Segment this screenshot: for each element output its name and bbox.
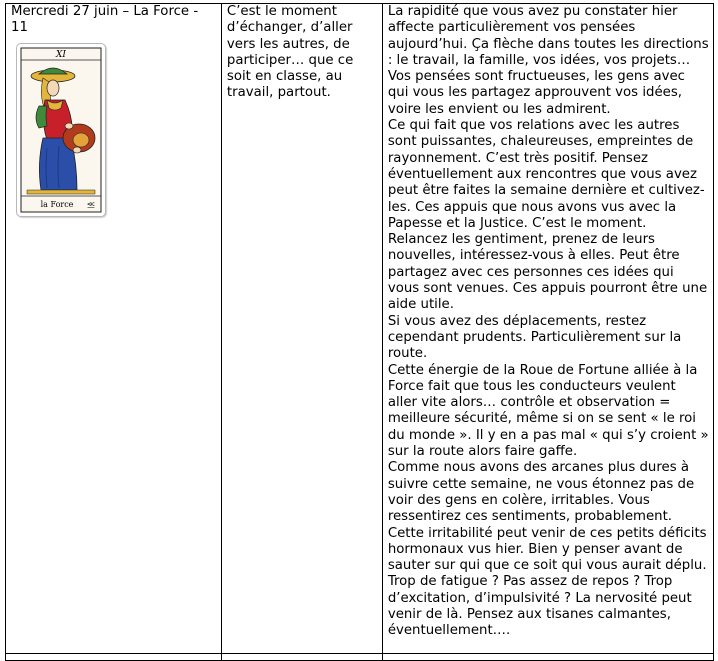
detail-paragraph: La rapidité que vous avez pu constater hier affecte particulièrement vos pensées aujourd’hui. Ça flèche dans toutes les directions : le travail, la famille, vos idées, vos projets… xyxy=(387,4,709,68)
table-row-next xyxy=(6,654,714,661)
table-row xyxy=(6,4,714,654)
tarot-card-strength xyxy=(16,43,106,217)
next-date-cell xyxy=(6,654,222,661)
summary-text: C’est le moment d’échanger, d’aller vers les autres, de participer… que ce soit en classe, au travail, partout. xyxy=(226,4,354,101)
date-label: Mercredi 27 juin – La Force - 11 xyxy=(11,4,199,36)
detail-cell xyxy=(382,4,713,654)
card-corner-mark: ⪣ xyxy=(87,199,95,209)
tarot-card-illustration xyxy=(17,44,105,216)
detail-paragraph: Cette irritabilité peut venir de ces petits déficits hormonaux vus hier. Bien y penser avant de sauter sur qui que ce soit qui vous aurait déplu. Trop de fatigue ? Pas assez de repos ? Trop d’excitation, d’impulsivité ? La nervosité peut venir de là. Pensez aux tisanes calmantes, éventuellement…. xyxy=(387,525,707,639)
next-summary-cell xyxy=(221,654,382,661)
summary-cell xyxy=(221,4,382,654)
card-numeral: XI xyxy=(56,49,66,60)
detail-paragraph: Cette énergie de la Roue de Fortune alliée à la Force fait que tous les conducteurs veulent aller vite alors… contrôle et observation = meilleure sécurité, même si on se sent « le roi du monde ». Il y en a pas mal « qui s’y croient » sur la route alors faire gaffe. xyxy=(387,362,709,460)
date-cell xyxy=(6,4,222,654)
detail-paragraph: Ce qui fait que vos relations avec les autres sont puissantes, chaleureuses, empreintes de rayonnement. C’est très positif. Pensez éventuellement aux rencontres que vous avez peut être faites la semaine dernière et cultivez-les. Ces appuis que nous avons vus avec la Papesse et la Justice. C’est le moment. Relancez les gentiment, prenez de leurs nouvelles, intéressez-vous à elles. Peut être partagez avec ces personnes ces idées qui vous sont venues. Ces appuis pourront être une aide utile. xyxy=(387,118,708,313)
detail-paragraph: Vos pensées sont fructueuses, les gens avec qui vous les partagez approuvent vos idées, voire les envient ou les admirent. xyxy=(387,69,685,117)
detail-paragraph: Si vous avez des déplacements, restez cependant prudents. Particulièrement sur la route. xyxy=(387,313,682,362)
horoscope-table xyxy=(5,3,714,661)
detail-paragraph: Comme nous avons des arcanes plus dures à suivre cette semaine, ne vous étonnez pas de voir des gens en colère, irritables. Vous ressentirez ces sentiments, probablement. xyxy=(387,460,695,525)
next-detail-cell xyxy=(382,654,713,661)
card-name: la Force xyxy=(40,199,74,209)
